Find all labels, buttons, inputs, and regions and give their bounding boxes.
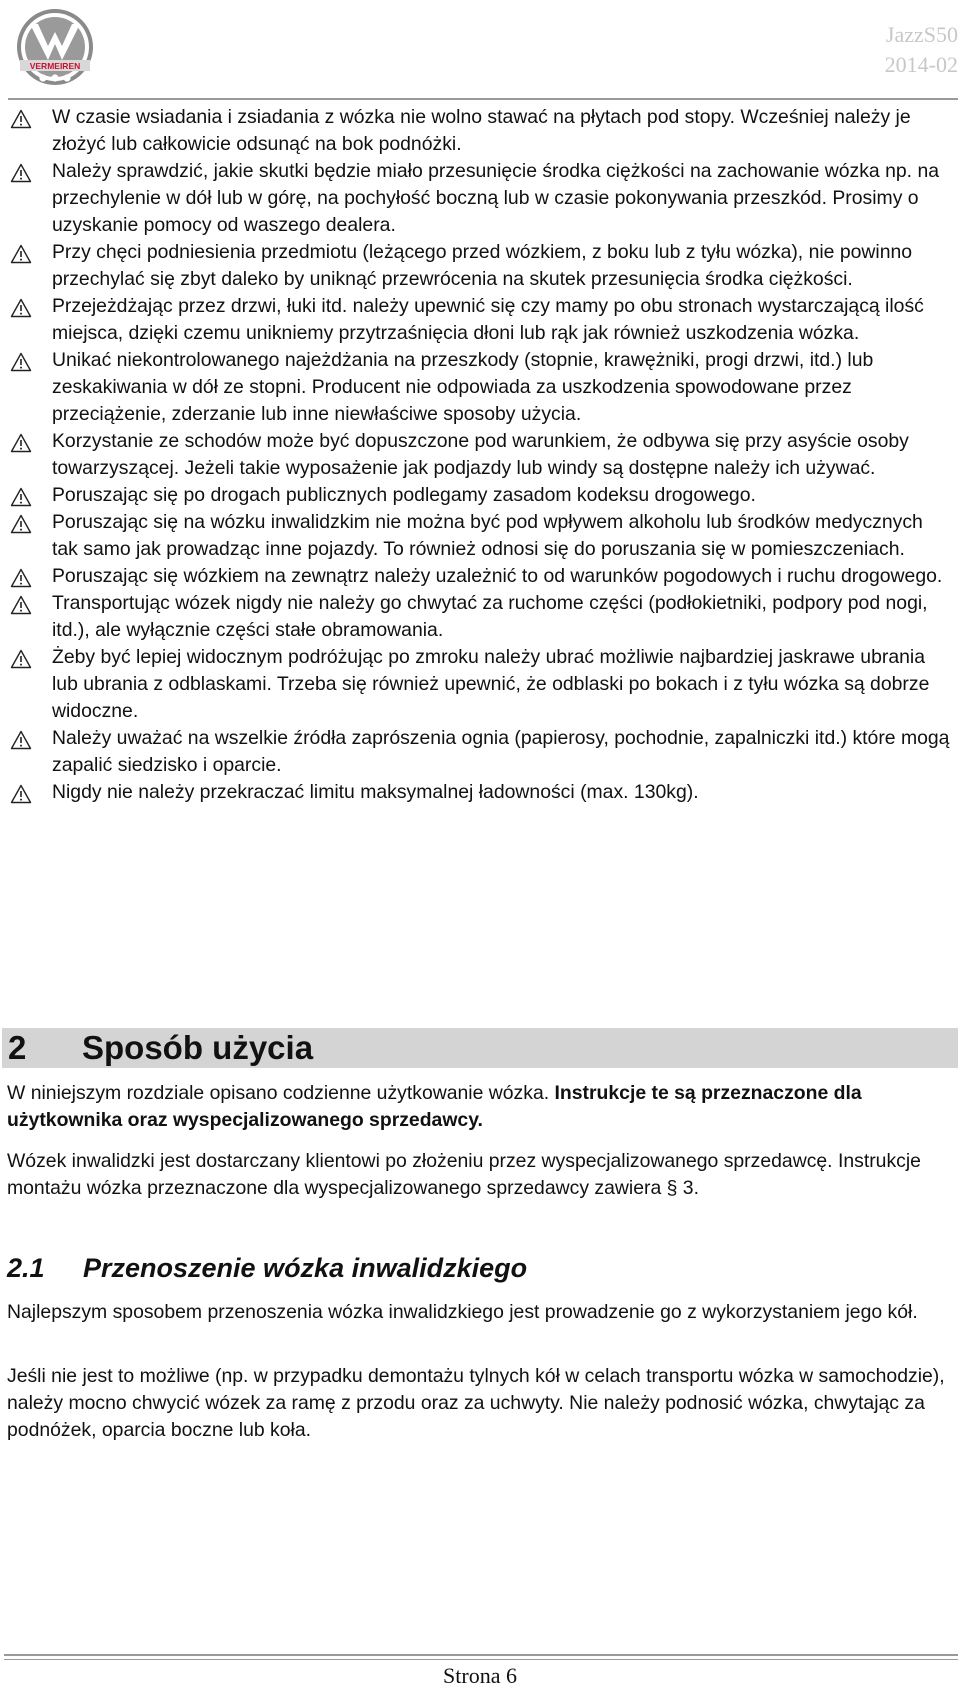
document-id xyxy=(885,20,958,80)
warning-text: Poruszając się wózkiem na zewnątrz należy uzależnić to od warunków pogodowych i ruchu drogowego. xyxy=(52,565,943,587)
warning-item xyxy=(0,239,960,293)
warning-text: Przy chęci podniesienia przedmiotu (leżącego przed wózkiem, z boku lub z tyłu wózka), nie powinno przechylać się zbyt daleko by uniknąć przewrócenia na skutek przesunięcia środka ciężkości. xyxy=(52,241,913,290)
subsection-number: 2.1 xyxy=(7,1253,45,1283)
warning-item xyxy=(0,590,960,644)
warning-text: Transportując wózek nigdy nie należy go chwytać za ruchome części (podłokietniki, podpory pod nogi, itd.), ale wyłącznie części stałe obramowania. xyxy=(52,592,928,641)
page-header xyxy=(0,0,960,100)
warning-triangle-icon xyxy=(10,433,32,453)
section-paragraph-2: Wózek inwalidzki jest dostarczany klientowi po złożeniu przez wyspecjalizowanego sprzedawcę. Instrukcje montażu wózka przeznaczone dla wyspecjalizowanego sprzedawcy zawiera § 3. xyxy=(7,1150,921,1199)
warning-item xyxy=(0,347,960,428)
warning-triangle-icon xyxy=(10,109,32,129)
warning-item xyxy=(0,725,960,779)
subsection-paragraph-1: Najlepszym sposobem przenoszenia wózka inwalidzkiego jest prowadzenie go z wykorzystaniem jego kół. xyxy=(7,1301,918,1323)
warning-item xyxy=(0,779,960,806)
warning-text: Poruszając się po drogach publicznych podlegamy zasadom kodeksu drogowego. xyxy=(52,484,756,506)
section-intro xyxy=(7,1080,955,1134)
warning-item xyxy=(0,509,960,563)
warning-item xyxy=(0,158,960,239)
warning-text: Nigdy nie należy przekraczać limitu maksymalnej ładowności (max. 130kg). xyxy=(52,781,699,803)
warning-item xyxy=(0,104,960,158)
warning-text: Należy uważać na wszelkie źródła zaprószenia ognia (papierosy, pochodnie, zapalniczki itd.) które mogą zapalić siedzisko i oparcie. xyxy=(52,727,950,776)
warning-item xyxy=(0,293,960,347)
subsection-heading xyxy=(7,1248,955,1288)
warning-text: W czasie wsiadania i zsiadania z wózka nie wolno stawać na płytach pod stopy. Wcześniej należy je złożyć lub całkowicie odsunąć na bok podnóżki. xyxy=(52,106,911,155)
footer-divider xyxy=(4,1654,958,1656)
warning-item xyxy=(0,563,960,590)
warning-triangle-icon xyxy=(10,595,32,615)
warning-text: Żeby być lepiej widocznym podróżując po zmroku należy ubrać możliwie najbardziej jaskrawe ubrania lub ubrania z odblaskami. Trzeba się również upewnić, że odblaski po bokach i z tyłu wózka są dobrze widoczne. xyxy=(52,646,930,722)
warning-text: Przejeżdżając przez drzwi, łuki itd. należy upewnić się czy mamy po obu stronach wystarczającą ilość miejsca, dzięki czemu unikniemy przytrzaśnięcia dłoni lub rąk jak również uszkodzenia wózka. xyxy=(52,295,924,344)
warning-triangle-icon xyxy=(10,514,32,534)
subsection-title: Przenoszenie wózka inwalidzkiego xyxy=(83,1253,528,1283)
intro-bold-text: Instrukcje te są przeznaczone dla użytkownika oraz wyspecjalizowanego sprzedawcy. xyxy=(7,1082,862,1131)
warning-triangle-icon xyxy=(10,568,32,588)
vermeiren-logo xyxy=(12,4,98,90)
warning-triangle-icon xyxy=(10,352,32,372)
header-divider xyxy=(8,98,958,100)
warning-triangle-icon xyxy=(10,244,32,264)
subsection-paragraph-2: Jeśli nie jest to możliwe (np. w przypadku demontażu tylnych kół w celach transportu wózka w samochodzie), należy mocno chwycić wózek za ramę z przodu oraz za uchwyty. Nie należy podnosić wózka, chwytając za podnóżek, oparcia boczne lub koła. xyxy=(7,1365,945,1441)
warning-list xyxy=(0,104,960,806)
intro-text: W niniejszym rozdziale opisano codzienne użytkowanie wózka. xyxy=(7,1082,555,1104)
section-title: Sposób użycia xyxy=(82,1029,314,1066)
page-number: Strona 6 xyxy=(443,1663,517,1688)
warning-triangle-icon xyxy=(10,163,32,183)
warning-item xyxy=(0,482,960,509)
section-number: 2 xyxy=(8,1029,27,1066)
warning-text: Poruszając się na wózku inwalidzkim nie można być pod wpływem alkoholu lub środków medycznych tak samo jak prowadząc inne pojazdy. To również odnosi się do poruszania się w pomieszczeniach. xyxy=(52,511,923,560)
footer-divider-thin xyxy=(4,1659,958,1660)
warning-text: Korzystanie ze schodów może być dopuszczone pod warunkiem, że odbywa się przy asyście osoby towarzyszącej. Jeżeli takie wyposażenie jak podjazdy lub windy są dostępne należy ich używać. xyxy=(52,430,909,479)
logo-text: VERMEIREN xyxy=(29,61,81,71)
warning-triangle-icon xyxy=(10,487,32,507)
revision-date: 2014-02 xyxy=(884,52,958,77)
model-name: JazzS50 xyxy=(885,22,958,47)
warning-item xyxy=(0,644,960,725)
warning-triangle-icon xyxy=(10,730,32,750)
warning-triangle-icon xyxy=(10,298,32,318)
warning-text: Należy sprawdzić, jakie skutki będzie miało przesunięcie środka ciężkości na zachowanie wózka np. na przechylenie w dół lub w górę, na pochyłość boczną lub w czasie pokonywania przeszkód. Prosimy o uzyskanie pomocy od waszego dealera. xyxy=(52,160,940,236)
warning-text: Unikać niekontrolowanego najeżdżania na przeszkody (stopnie, krawężniki, progi drzwi, itd.) lub zeskakiwania w dół ze stopni. Producent nie odpowiada za uszkodzenia spowodowane przez przeciążenie, zderzanie lub inne niewłaściwe sposoby użycia. xyxy=(52,349,874,425)
warning-item xyxy=(0,428,960,482)
warning-triangle-icon xyxy=(10,649,32,669)
warning-triangle-icon xyxy=(10,784,32,804)
section-heading xyxy=(2,1028,958,1068)
